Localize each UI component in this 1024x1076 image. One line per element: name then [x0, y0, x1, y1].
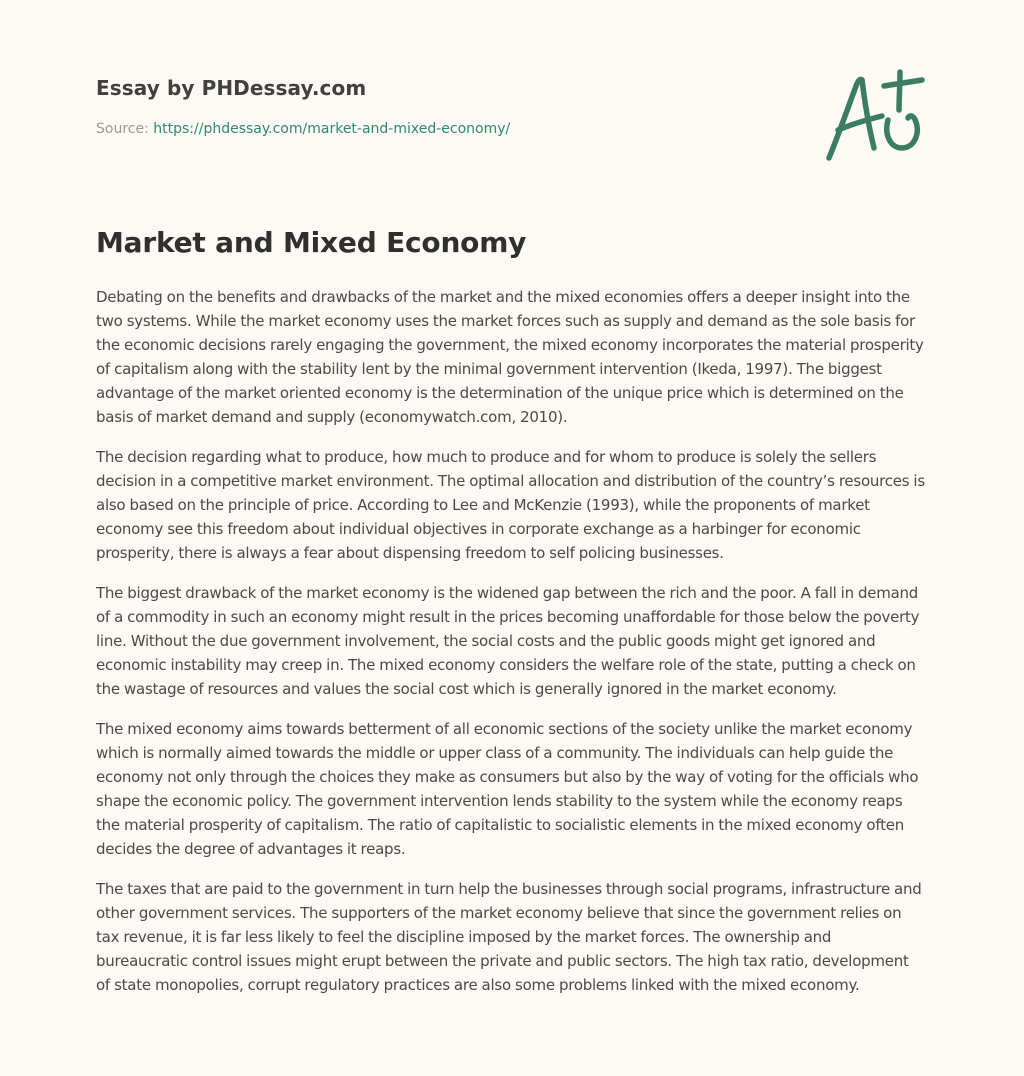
- essay-paragraph: The decision regarding what to produce, how much to produce and for whom to produce is solely the sellers decision in a competitive market environment. The optimal allocation and distribution of the country’s resources is also based on the principle of price. According to Lee and McKenzie (1993), while the proponents of market economy see this freedom about individual objectives in corporate exchange as a harbinger for economic prosperity, there is always a fear about dispensing freedom to self policing businesses.: [96, 448, 925, 562]
- a-plus-grade-icon: [822, 66, 928, 166]
- source-link[interactable]: https://phdessay.com/market-and-mixed-economy/: [153, 121, 511, 137]
- essay-paragraph: The mixed economy aims towards betterment of all economic sections of the society unlike the market economy which is normally aimed towards the middle or upper class of a community. The individuals can help guide the economy not only through the choices they make as consumers but also by the way of voting for the officials who shape the economic policy. The government intervention lends stability to the system while the economy reaps the material prosperity of capitalism. The ratio of capitalistic to socialistic elements in the mixed economy often decides the degree of advantages it reaps.: [96, 720, 919, 858]
- essay-paragraph: The biggest drawback of the market economy is the widened gap between the rich and the poor. A fall in demand of a commodity in such an economy might result in the prices becoming unaffordable for those below the poverty line. Without the due government involvement, the social costs and the public goods might get ignored and economic instability may creep in. The mixed economy considers the welfare role of the state, putting a check on the wastage of resources and values the social cost which is generally ignored in the market economy.: [96, 584, 920, 698]
- essay-title: Market and Mixed Economy: [96, 226, 527, 259]
- essay-body: [96, 285, 926, 1013]
- source-label: Source:: [96, 121, 154, 137]
- source-line: [96, 121, 510, 137]
- essay-paragraph: Debating on the benefits and drawbacks of the market and the mixed economies offers a deeper insight into the two systems. While the market economy uses the market forces such as supply and demand as the sole basis for the economic decisions rarely engaging the government, the mixed economy incorporates the material prosperity of capitalism along with the stability lent by the minimal government intervention (Ikeda, 1997). The biggest advantage of the market oriented economy is the determination of the unique price which is determined on the basis of market demand and supply (economywatch.com, 2010).: [96, 288, 924, 426]
- brand-title: Essay by PHDessay.com: [96, 76, 367, 100]
- page-header: [96, 76, 510, 137]
- essay-paragraph: The taxes that are paid to the government in turn help the businesses through social programs, infrastructure and other government services. The supporters of the market economy believe that since the government relies on tax revenue, it is far less likely to feel the discipline imposed by the market forces. The ownership and bureaucratic control issues might erupt between the private and public sectors. The high tax ratio, development of state monopolies, corrupt regulatory practices are also some problems linked with the mixed economy.: [96, 880, 922, 994]
